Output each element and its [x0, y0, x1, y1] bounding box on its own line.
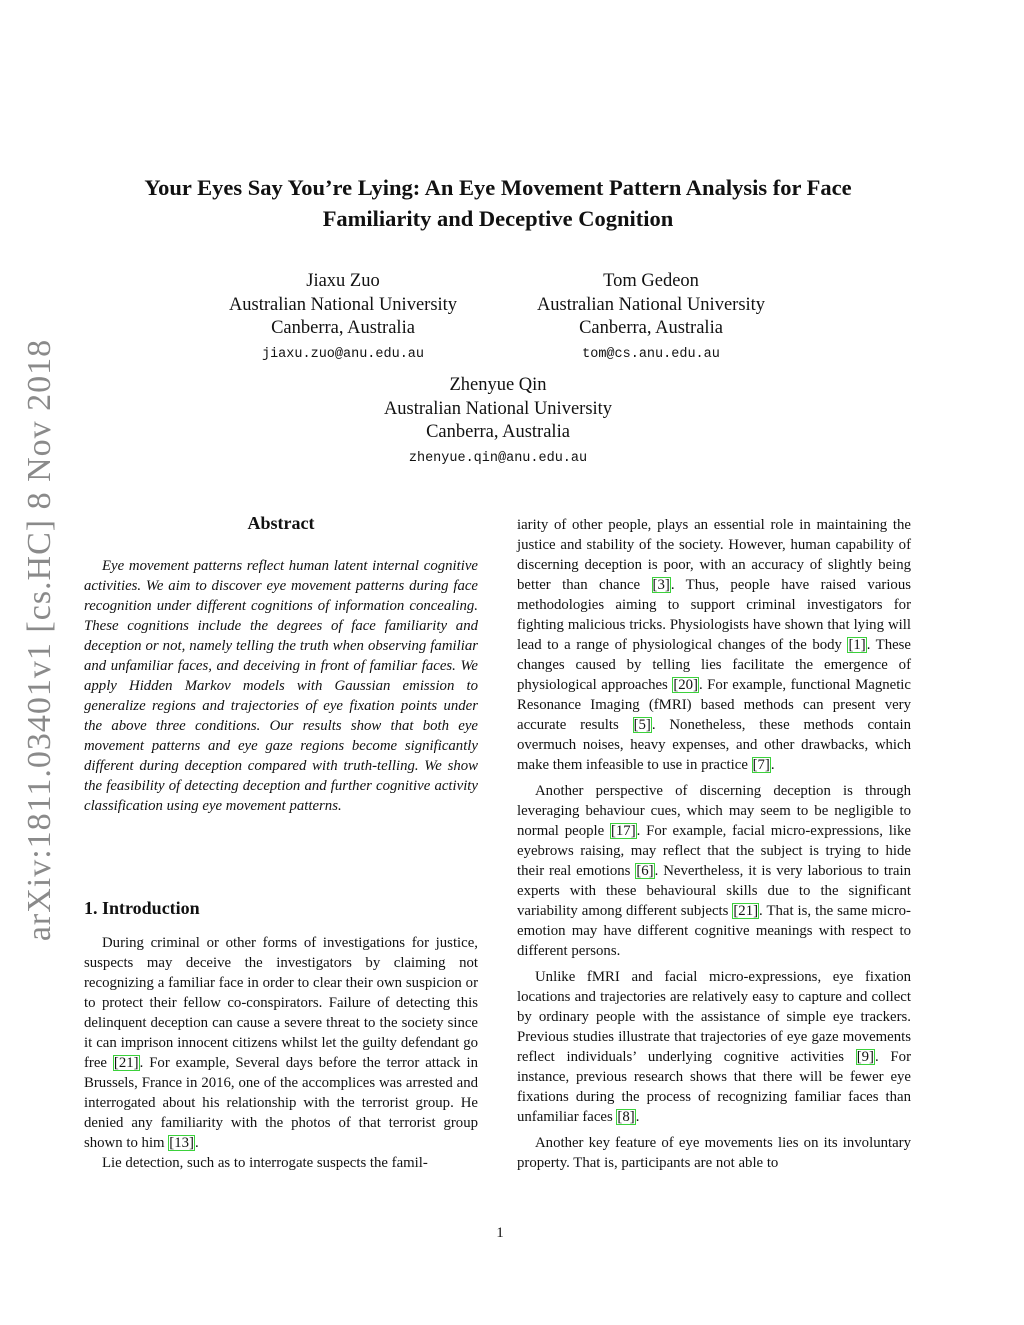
citation-link[interactable]: [3] — [652, 577, 670, 593]
citation-link[interactable]: [7] — [752, 757, 770, 773]
title-line-1: Your Eyes Say You’re Lying: An Eye Movement Pattern Analysis for Face — [144, 175, 852, 200]
text-span: . Nonetheless, these methods contain overmuch noises, heavy expenses, and other drawbacks, which make them infeasible to use in practice — [517, 717, 911, 773]
paragraph — [517, 515, 911, 775]
citation-link[interactable]: [6] — [636, 863, 654, 879]
text-span: . For instance, previous research shows that there will be fewer eye fixations during the process of recognizing familiar faces than unfamiliar faces — [517, 1049, 911, 1125]
author-name: Tom Gedeon — [603, 271, 699, 291]
author-affiliation: Australian National University — [228, 294, 458, 315]
text-span: Another key feature of eye movements lies on its involuntary property. That is, participants are not able to — [517, 1135, 911, 1171]
text-span: . — [770, 757, 775, 773]
citation-link[interactable]: [13] — [169, 1135, 194, 1151]
author-location: Canberra, Australia — [579, 318, 723, 338]
right-column-body — [517, 515, 911, 1173]
paragraph — [84, 933, 478, 1153]
author-block-3 — [345, 374, 651, 473]
paragraph — [84, 1153, 478, 1173]
paragraph — [517, 781, 911, 961]
text-span: . Nevertheless, it is very laborious to train experts with these behavioural skills due to the significant variability among different subjects — [517, 863, 912, 919]
author-location: Canberra, Australia — [426, 422, 570, 442]
text-span: iarity of other people, plays an essential role in maintaining the justice and stability of the society. However, human capability of discerning deception is poor, with an accuracy of slightly being better than chance — [517, 517, 911, 593]
text-span: . — [194, 1135, 199, 1151]
arxiv-stamp-text: arXiv:1811.03401v1 [cs.HC] 8 Nov 2018 — [21, 338, 58, 942]
text-span: . For example, functional Magnetic Resonance Imaging (fMRI) based methods can present very accurate results — [517, 677, 911, 733]
section-heading-introduction: 1. Introduction — [84, 898, 200, 918]
author-email[interactable]: tom@cs.anu.edu.au — [582, 346, 720, 362]
paper-title — [100, 172, 896, 234]
author-affiliation: Australian National University — [383, 398, 613, 419]
title-line-2: Familiarity and Deceptive Cognition — [322, 206, 674, 231]
text-span: . For example, Several days before the terror attack in Brussels, France in 2016, one of the accomplices was arrested and interrogated about his relationship with the terrorist group. He denied any familiarity with the photos of that terrorist group shown to him — [84, 1055, 478, 1151]
citation-link[interactable]: [5] — [633, 717, 651, 733]
abstract-heading: Abstract — [247, 513, 315, 533]
author-location: Canberra, Australia — [271, 318, 415, 338]
page-number: 1 — [496, 1225, 504, 1241]
abstract-text: Eye movement patterns reflect human latent internal cognitive activities. We aim to discover eye movement patterns during face recognition under different cognitions of information concealing. These cognitions include the degrees of face familiarity and deception or not, namely telling the truth when observing familiar and unfamiliar faces, and deceiving in front of familiar faces. We apply Hidden Markov models with Gaussian emission to generalize regions and trajectories of eye fixation points under the above three conditions. Our results show that both eye movement patterns and eye gaze regions become significantly different during deception compared with truth-telling. We show the feasibility of detecting deception and further cognitive activity classification using eye movement patterns. — [84, 558, 478, 814]
text-span: Unlike fMRI and facial micro-expressions, eye fixation locations and trajectories are relatively easy to capture and collect by ordinary people with the assistance of simple eye trackers. Previous studies illustrate that trajectories of eye gaze movements reflect individuals’ underlying cognitive activities — [517, 969, 911, 1065]
left-column-body — [84, 933, 478, 1173]
text-span: During criminal or other forms of investigations for justice, suspects may deceive the investigators by claiming not recognizing a familiar face in order to clear their own suspicion or to protect their fellow co-conspirators. Failure of detecting this delinquent deception can cause a severe threat to the society since it can imprison innocent citizens whilst let the guilty defendant go free — [84, 935, 478, 1071]
paragraph — [517, 967, 911, 1127]
citation-link[interactable]: [20] — [673, 677, 698, 693]
text-span: Another perspective of discerning deception is through leveraging behaviour cues, which may seem to be negligible to normal people — [517, 783, 911, 839]
citation-link[interactable]: [21] — [113, 1055, 139, 1071]
citation-link[interactable]: [1] — [848, 637, 866, 653]
text-span: . These changes caused by telling lies facilitate the emergence of physiological approaches — [517, 637, 911, 693]
citation-link[interactable]: [8] — [617, 1109, 635, 1125]
text-span: . For example, facial micro-expressions, like eyebrows raising, may reflect that the subject is trying to hide their real emotions — [517, 823, 911, 879]
author-name: Jiaxu Zuo — [306, 271, 380, 291]
author-email[interactable]: jiaxu.zuo@anu.edu.au — [261, 346, 425, 362]
author-block-2 — [498, 270, 804, 369]
author-name: Zhenyue Qin — [449, 375, 547, 395]
text-span: . — [635, 1109, 640, 1125]
author-block-1 — [190, 270, 496, 369]
citation-link[interactable]: [21] — [733, 903, 759, 919]
text-span: . That is, the same micro-emotion may have different cognitive meanings with respect to different persons. — [517, 903, 911, 959]
citation-link[interactable]: [17] — [610, 823, 636, 839]
text-span: Lie detection, such as to interrogate suspects the famil- — [102, 1155, 428, 1171]
citation-link[interactable]: [9] — [856, 1049, 874, 1065]
author-affiliation: Australian National University — [536, 294, 766, 315]
paragraph — [517, 1133, 911, 1173]
text-span: . Thus, people have raised various methodologies aiming to support criminal investigators for fighting malicious tricks. Physiologists have shown that lying will lead to a range of physiological changes of the body — [517, 577, 911, 653]
author-email[interactable]: zhenyue.qin@anu.edu.au — [408, 450, 588, 466]
